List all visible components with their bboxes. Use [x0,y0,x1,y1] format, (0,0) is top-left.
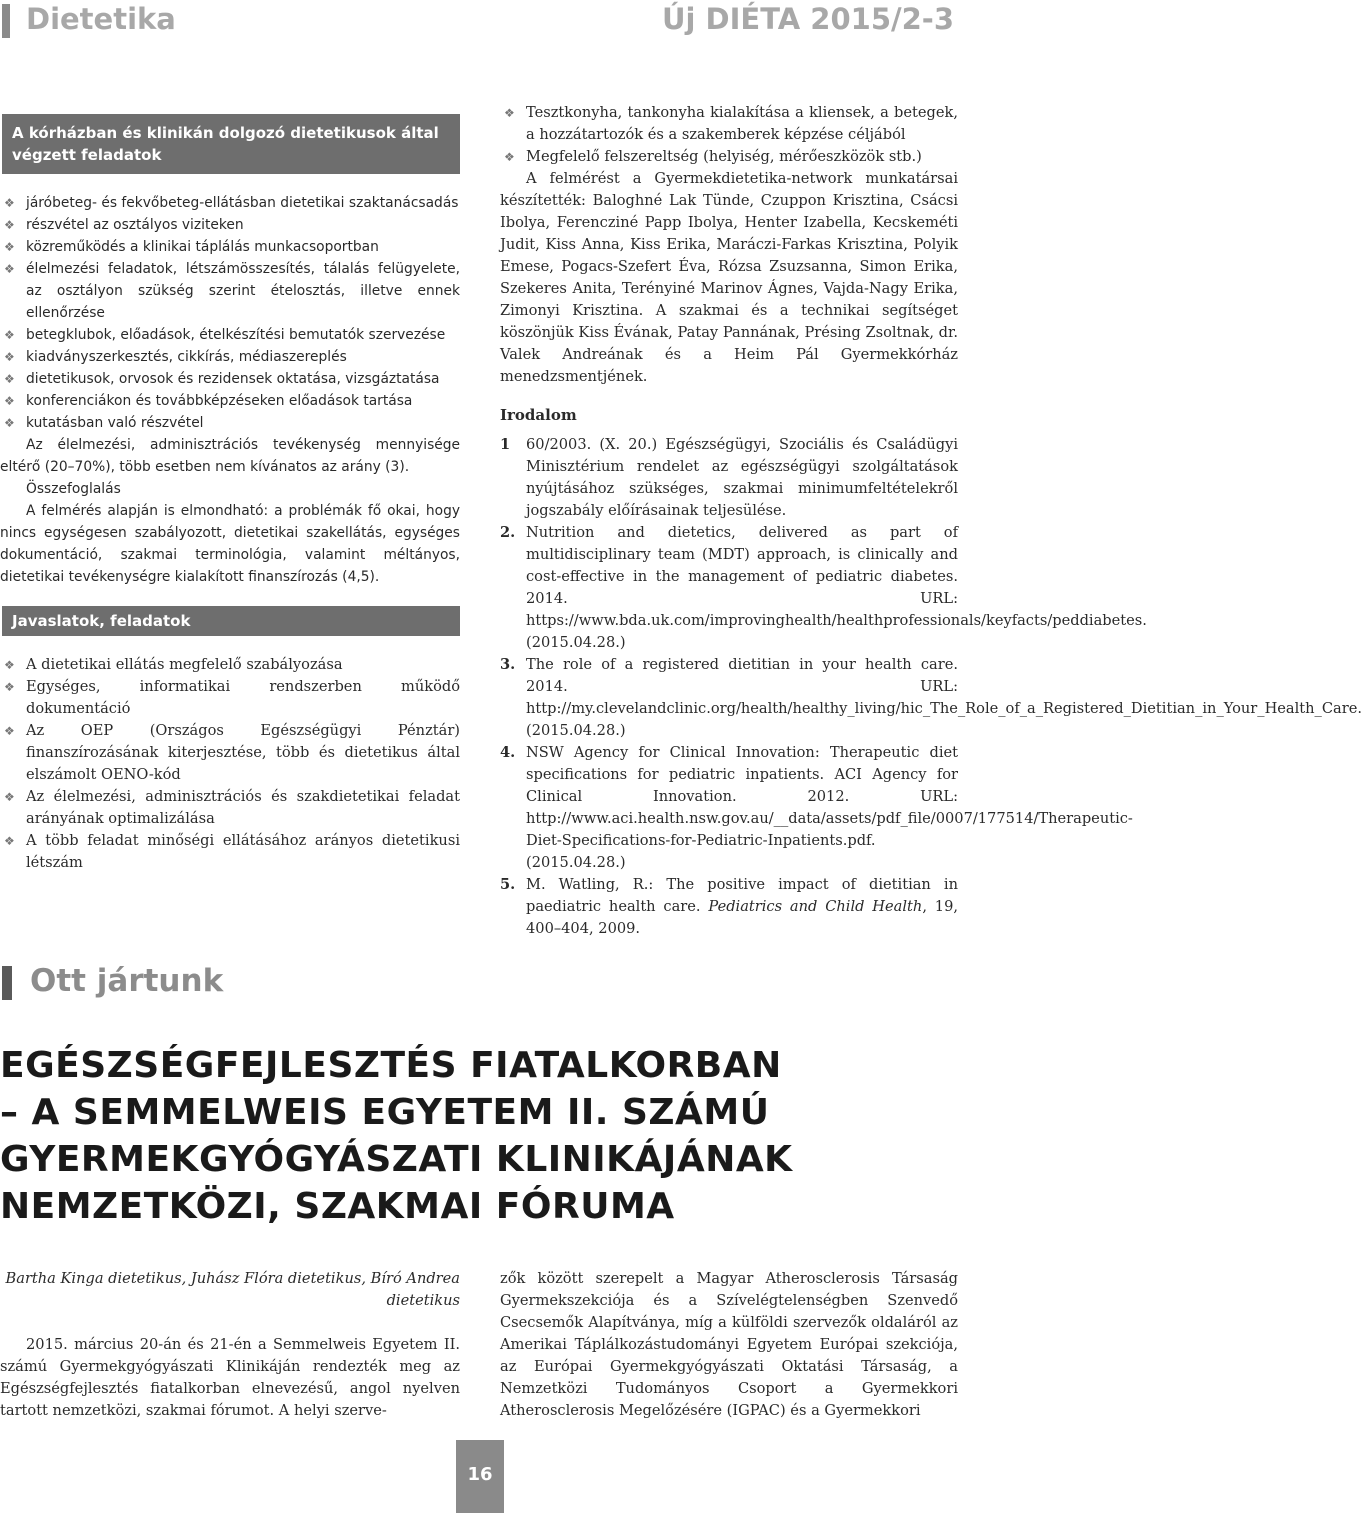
diamond-bullet-icon: ❖ [4,680,15,694]
proposals-list [0,654,460,874]
references-list [500,434,1362,940]
references-heading: Irodalom [500,406,577,424]
left-column [0,114,460,874]
list-item: ❖ kutatásban való részvétel [0,412,460,434]
list-item: ❖ A több feladat minőségi ellátásához arányos dietetikusi létszám [4,832,460,871]
list-item: ❖ betegklubok, előadások, ételkészítési bemutatók szervezése [0,324,460,346]
reference-item: 3. The role of a registered dietitian in your health care. 2014. URL: http://my.clevelandclinic.org/health/healthy_living/hic_The_Role_of_a_Registered_Dietitian_in_Your_Health_Care. (2015.04.28.) [500,656,1362,739]
diamond-bullet-icon: ❖ [4,240,15,254]
diamond-bullet-icon: ❖ [4,394,15,408]
title-line: – A SEMMELWEIS EGYETEM II. SZÁMÚ [0,1092,770,1133]
list-item: ❖ Egységes, informatikai rendszerben működő dokumentáció [4,678,460,717]
article-paragraph: 2015. március 20-án és 21-én a Semmelweis Egyetem II. számú Gyermekgyógyászati Klinikáján rendezték meg az Egészségfejlesztés fiatalkorban elnevezésű, angol nyelven tartott nemzetközi, szakmai fórumot. A helyi szerve- [0,1336,460,1419]
diamond-bullet-icon: ❖ [4,724,15,738]
journal-name: Új DIÉTA [661,2,801,36]
tasks-heading-box: A kórházban és klinikán dolgozó dietetikusok által végzett feladatok [2,114,460,174]
proposals-heading-box: Javaslatok, feladatok [2,606,460,636]
reference-item: 4. NSW Agency for Clinical Innovation: Therapeutic diet specifications for pediatric inpatients. ACI Agency for Clinical Innovation. 2012. URL: http://www.aci.health.nsw.gov.au/__data/assets/pdf_file/0007/177514/Therapeutic-Diet-Specifications-for-Pediatric-Inpatients.pdf. (2015.04.28.) [500,744,1133,871]
right-column [500,102,1362,940]
diamond-bullet-icon: ❖ [4,350,15,364]
diamond-bullet-icon: ❖ [504,106,515,120]
section-heading-text: Ott jártunk [30,963,224,999]
article-body-right [500,1268,958,1422]
diamond-bullet-icon: ❖ [4,658,15,672]
page-number: 16 [456,1440,504,1513]
summary-paragraph: A felmérés alapján is elmondható: a problémák fő okai, hogy nincs egységesen szabályozott, dietetikai szakellátás, egységes dokumentáció, szakmai terminológia, valamint méltányos, dietetikai tevékenységre kialakított finanszírozás (4,5). [0,503,460,585]
list-item: ❖ dietetikusok, orvosok és rezidensek oktatása, vizsgáztatása [0,368,460,390]
diamond-bullet-icon: ❖ [4,218,15,232]
facility-list [500,102,958,168]
article-title [0,1042,958,1230]
title-line: GYERMEKGYÓGYÁSZATI KLINIKÁJÁNAK [0,1139,793,1180]
admin-paragraph: Az élelmezési, adminisztrációs tevékenység mennyisége eltérő (20–70%), több esetben nem kívánatos az arány (3). [0,437,460,475]
journal-issue [662,2,954,36]
list-item: ❖ Megfelelő felszereltség (helyiség, mérőeszközök stb.) [500,146,958,168]
tasks-list [0,192,460,434]
header-accent-bar [2,4,10,38]
section-name: Dietetika [26,2,176,36]
title-line: EGÉSZSÉGFEJLESZTÉS FIATALKORBAN [0,1045,782,1086]
diamond-bullet-icon: ❖ [4,196,15,210]
journal-title: Pediatrics and Child Health [708,898,923,915]
list-item: ❖ közreműködés a klinikai táplálás munkacsoportban [0,236,460,258]
acknowledgement-paragraph: A felmérést a Gyermekdietetika-network munkatársai készítették: Baloghné Lak Tünde, Czuppon Krisztina, Csácsi Ibolya, Ferencziné Papp Ibolya, Henter Izabella, Kecskeméti Judit, Kiss Anna, Kiss Erika, Maráczi-Farkas Krisztina, Polyik Emese, Pogacs-Szefert Éva, Rózsa Zsuzsanna, Simon Erika, Szekeres Anita, Terényiné Marinov Ágnes, Vajda-Nagy Erika, Zimonyi Krisztina. A szakmai és a technikai segítséget köszönjük Kiss Évának, Patay Pannának, Présing Zsoltnak, dr. Valek Andreának és a Heim Pál Gyermekkórház menedzsmentjének. [500,170,958,385]
article-body-left [0,1334,460,1422]
diamond-bullet-icon: ❖ [4,372,15,386]
summary-heading: Összefoglalás [26,481,121,497]
title-line: NEMZETKÖZI, SZAKMAI FÓRUMA [0,1186,675,1227]
diamond-bullet-icon: ❖ [4,328,15,342]
list-item: ❖ Tesztkonyha, tankonyha kialakítása a kliensek, a betegek, a hozzátartozók és a szakemberek képzése céljából [504,104,958,143]
reference-item: 1 60/2003. (X. 20.) Egészségügyi, Szociális és Családügyi Minisztérium rendelet az egészségügyi szolgáltatások nyújtásához szükséges, szakmai minimumfeltételekről jogszabály előírásainak teljesülése. [500,436,958,519]
list-item: ❖ kiadványszerkesztés, cikkírás, médiaszereplés [0,346,460,368]
page-header [0,0,960,42]
section-accent-bar [2,966,12,1000]
issue-number: 2015/2-3 [810,2,954,36]
diamond-bullet-icon: ❖ [4,790,15,804]
list-item: ❖ Az élelmezési, adminisztrációs és szakdietetikai feladat arányának optimalizálása [4,788,460,827]
article-authors: Bartha Kinga dietetikus, Juhász Flóra dietetikus, Bíró Andrea dietetikus [5,1270,460,1309]
diamond-bullet-icon: ❖ [4,416,15,430]
diamond-bullet-icon: ❖ [4,834,15,848]
list-item: ❖ konferenciákon és továbbképzéseken előadások tartása [0,390,460,412]
list-item: ❖ járóbeteg- és fekvőbeteg-ellátásban dietetikai szaktanácsadás [0,192,460,214]
article-paragraph: zők között szerepelt a Magyar Atherosclerosis Társaság Gyermekszekciója és a Szívelégtelenségben Szenvedő Csecsemők Alapítványa, míg a külföldi szervezők oldaláról az Amerikai Táplálkozástudományi Egyetem Európai szekciója, az Európai Gyermekgyógyászati Oktatási Társaság, a Nemzetközi Tudományos Csoport a Gyermekkori Atherosclerosis Megelőzésére (IGPAC) és a Gyermekkori [500,1270,958,1419]
list-item: ❖ élelmezési feladatok, létszámösszesítés, tálalás felügyelete, az osztályon szükség szerint ételosztás, illetve ennek ellenőrzése [0,258,460,324]
list-item: ❖ Az OEP (Országos Egészségügyi Pénztár) finanszírozásának kiterjesztése, több és dietetikus által elszámolt OENO-kód [4,722,460,783]
diamond-bullet-icon: ❖ [4,262,15,276]
list-item: ❖ A dietetikai ellátás megfelelő szabályozása [0,654,460,676]
diamond-bullet-icon: ❖ [504,150,515,164]
reference-item: 5. M. Watling, R.: The positive impact of dietitian in paediatric health care. Pediatrics and Child Health, 19, 400–404, 2009. [500,876,959,937]
list-item: ❖ részvétel az osztályos viziteken [0,214,460,236]
reference-item: 2. Nutrition and dietetics, delivered as part of multidisciplinary team (MDT) approach, is clinically and cost-effective in the management of pediatric diabetes. 2014. URL: https://www.bda.uk.com/improvinghealth/healthprofessionals/keyfacts/peddiabetes. (2015.04.28.) [500,524,1147,651]
